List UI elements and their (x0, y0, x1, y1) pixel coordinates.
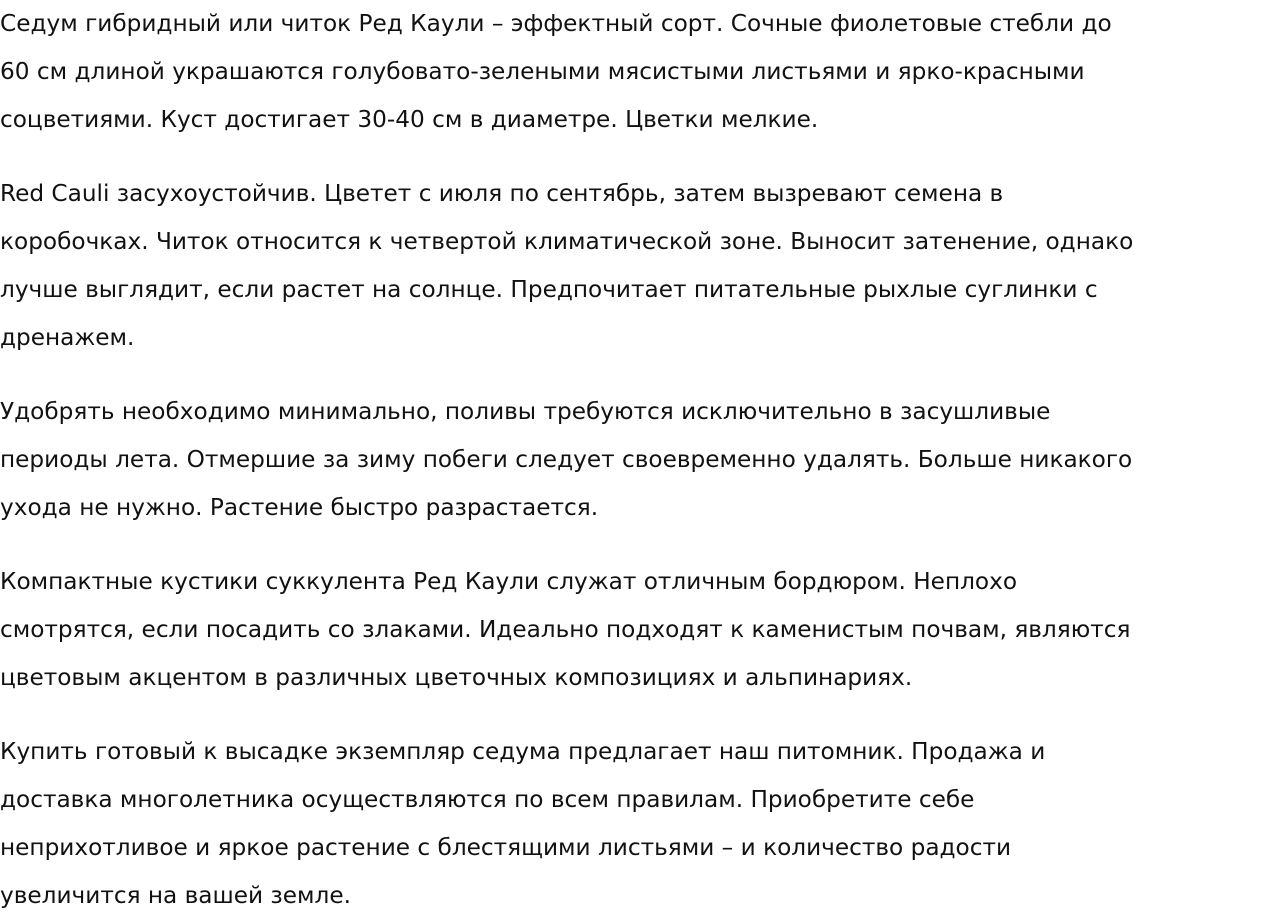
text-line: неприхотливое и яркое растение с блестящими листьями – и количество радости (0, 834, 1012, 861)
paragraph-usage (0, 558, 1270, 702)
text-line: 60 см длиной украшаются голубовато-зелеными мясистыми листьями и ярко-красными (0, 58, 1085, 85)
text-line: Седум гибридный или читок Ред Каули – эффектный сорт. Сочные фиолетовые стебли до (0, 10, 1112, 37)
paragraph-conditions (0, 170, 1270, 362)
text-line: Удобрять необходимо минимально, поливы требуются исключительно в засушливые (0, 398, 1051, 425)
text-line: увеличится на вашей земле. (0, 882, 351, 909)
paragraph-purchase (0, 728, 1270, 920)
text-line: ухода не нужно. Растение быстро разрастается. (0, 494, 599, 521)
text-line: Купить готовый к высадке экземпляр седума предлагает наш питомник. Продажа и (0, 738, 1046, 765)
text-line: смотрятся, если посадить со злаками. Идеально подходят к каменистым почвам, являются (0, 616, 1131, 643)
text-line: дренажем. (0, 324, 135, 351)
text-line: лучше выглядит, если растет на солнце. Предпочитает питательные рыхлые суглинки с (0, 276, 1098, 303)
paragraph-care (0, 388, 1270, 532)
text-line: коробочках. Читок относится к четвертой климатической зоне. Выносит затенение, однако (0, 228, 1134, 255)
text-line: цветовым акцентом в различных цветочных композициях и альпинариях. (0, 664, 913, 691)
paragraph-description (0, 0, 1270, 144)
text-line: доставка многолетника осуществляются по всем правилам. Приобретите себе (0, 786, 975, 813)
text-line: Red Cauli засухоустойчив. Цветет с июля по сентябрь, затем вызревают семена в (0, 180, 1004, 207)
text-line: соцветиями. Куст достигает 30-40 см в диаметре. Цветки мелкие. (0, 106, 819, 133)
text-line: Компактные кустики суккулента Ред Каули служат отличным бордюром. Неплохо (0, 568, 1018, 595)
text-line: периоды лета. Отмершие за зиму побеги следует своевременно удалять. Больше никакого (0, 446, 1133, 473)
